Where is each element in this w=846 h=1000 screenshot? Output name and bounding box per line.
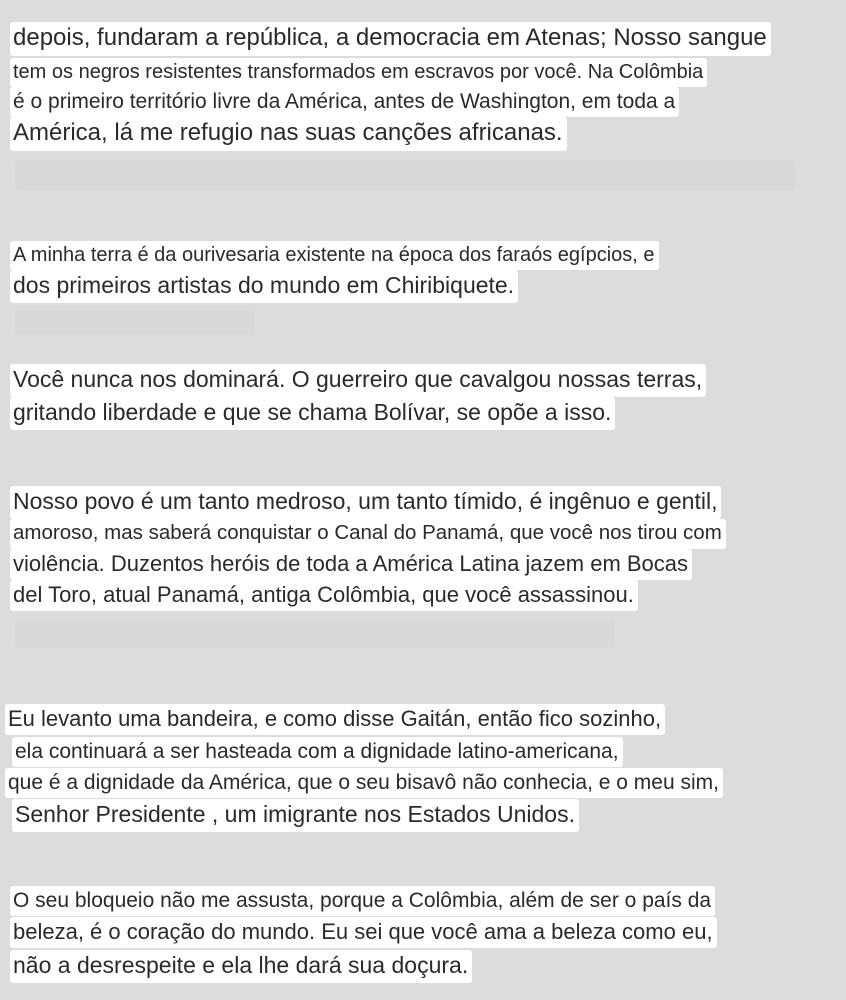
text-line: beleza, é o coração do mundo. Eu sei que você ama a beleza como eu, — [10, 917, 717, 948]
text-line: A minha terra é da ourivesaria existente na época dos faraós egípcios, e — [10, 241, 659, 270]
text-line: amoroso, mas saberá conquistar o Canal do Panamá, que você nos tirou com — [10, 519, 726, 549]
background-blur — [15, 160, 795, 190]
text-line: del Toro, atual Panamá, antiga Colômbia, que você assassinou. — [10, 580, 638, 611]
text-line: Nosso povo é um tanto medroso, um tanto tímido, é ingênuo e gentil, — [10, 486, 721, 519]
text-line: tem os negros resistentes transformados em escravos por você. Na Colômbia — [10, 58, 707, 87]
text-line: O seu bloqueio não me assusta, porque a Colômbia, além de ser o país da — [10, 886, 715, 916]
text-line: Eu levanto uma bandeira, e como disse Gaitán, então fico sozinho, — [5, 704, 665, 735]
background-blur — [15, 310, 255, 335]
text-line: América, lá me refugio nas suas canções africanas. — [10, 117, 567, 151]
text-line: é o primeiro território livre da América, antes de Washington, em toda a — [10, 87, 679, 117]
text-line: que é a dignidade da América, que o seu bisavô não conhecia, e o meu sim, — [5, 768, 723, 798]
text-line: dos primeiros artistas do mundo em Chiribiquete. — [10, 270, 518, 303]
background-blur — [15, 620, 615, 648]
text-line: Você nunca nos dominará. O guerreiro que cavalgou nossas terras, — [10, 364, 706, 397]
text-line: Senhor Presidente , um imigrante nos Estados Unidos. — [12, 799, 579, 832]
text-line: ela continuará a ser hasteada com a dignidade latino-americana, — [12, 737, 623, 767]
text-line: não a desrespeite e ela lhe dará sua doçura. — [10, 950, 472, 983]
text-line: depois, fundaram a república, a democracia em Atenas; Nosso sangue — [10, 22, 771, 56]
text-line: gritando liberdade e que se chama Bolívar, se opõe a isso. — [10, 397, 615, 430]
text-line: violência. Duzentos heróis de toda a América Latina jazem em Bocas — [10, 549, 692, 580]
